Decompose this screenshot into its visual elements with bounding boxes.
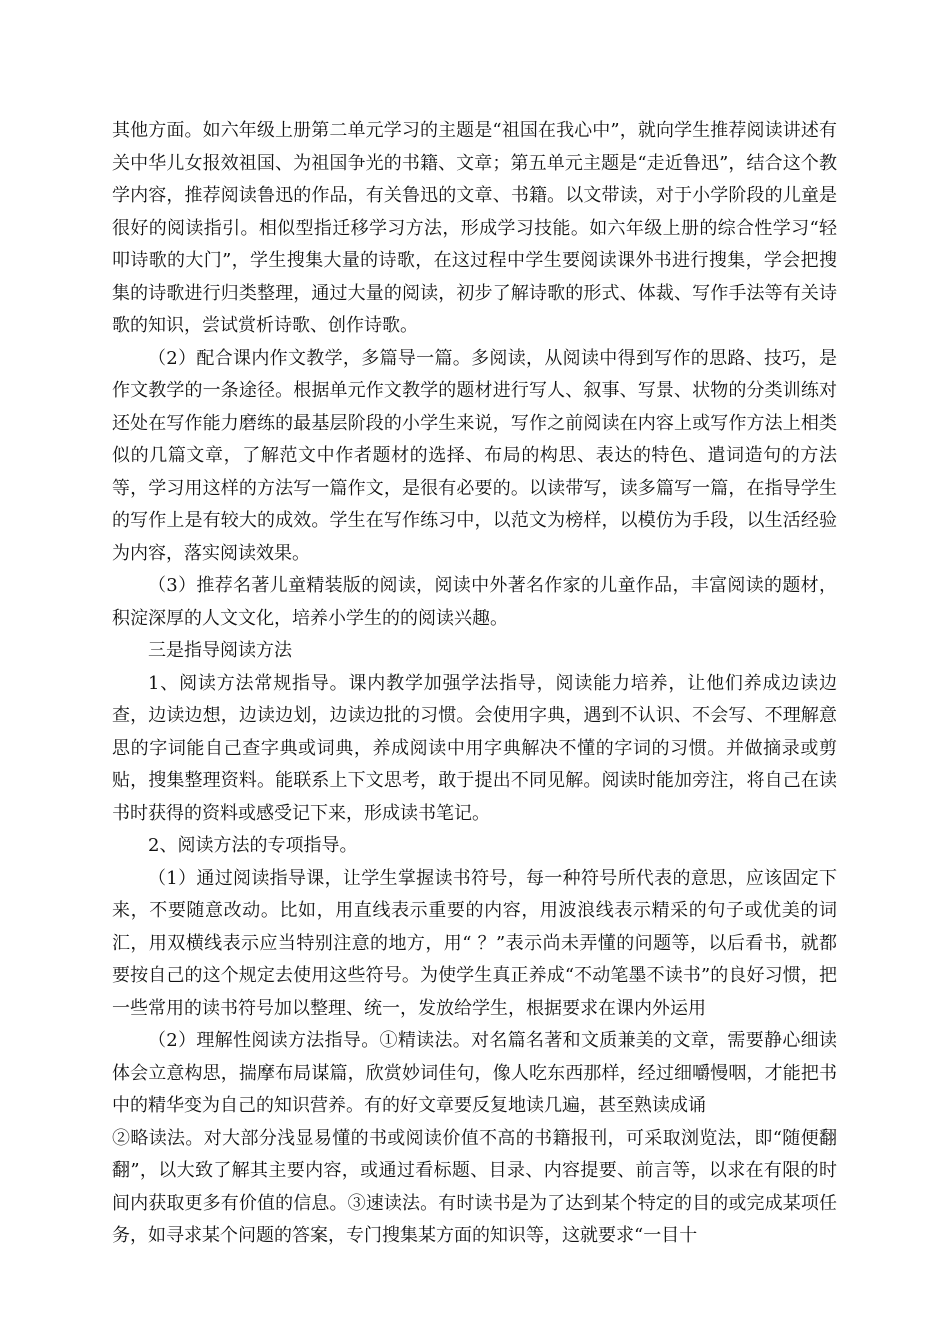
document-page — [112, 115, 837, 1253]
paragraph-skimming-speed-reading: ②略读法。对大部分浅显易懂的书或阅读价值不高的书籍报刊，可采取浏览法，即“随便翻翻”，以大致了解其主要内容，或通过看标题、目录、内容提要、前言等，以求在有限的时间内获取更多有价值的信息。③速读法。有时读书是为了达到某个特定的目的或完成某项任务，如寻求某个问题的答案，专门搜集某方面的知识等，这就要求“一目十 — [112, 1127, 837, 1246]
paragraph-composition-teaching: （2）配合课内作文教学，多篇导一篇。多阅读，从阅读中得到写作的思路、技巧，是作文教学的一条途径。根据单元作文教学的题材进行写人、叙事、写景、状物的分类训练对还处在写作能力磨练的最基层阶段的小学生来说，写作之前阅读在内容上或写作方法上相类似的几篇文章，了解范文中作者题材的选择、布局的构思、表达的特色、遣词造句的方法等，学习用这样的方法写一篇作文，是很有必要的。以读带写，读多篇写一篇，在指导学生的写作上是有较大的成效。学生在写作练习中，以范文为榜样，以模仿为手段，以生活经验为内容，落实阅读效果。 — [112, 347, 837, 564]
paragraph-intensive-reading: （2）理解性阅读方法指导。①精读法。对名篇名著和文质兼美的文章，需要静心细读体会立意构思，揣摩布局谋篇，欣赏妙词佳句，像人吃东西那样，经过细嚼慢咽，才能把书中的精华变为自己的知识营养。有的好文章要反复地读几遍，甚至熟读成诵 — [112, 1030, 837, 1116]
paragraph-reading-symbols: （1）通过阅读指导课，让学生掌握读书符号，每一种符号所代表的意思，应该固定下来，不要随意改动。比如，用直线表示重要的内容，用波浪线表示精采的句子或优美的词汇，用双横线表示应当特别注意的地方，用“ ？”表示尚未弄懂的问题等，以后看书，就都要按自己的这个规定去使用这些符号。为使学生真正养成“不动笔墨不读书”的良好习惯，把一些常用的读书符号加以整理、统一，发放给学生，根据要求在课内外运用 — [112, 867, 837, 1019]
paragraph-routine-guidance: 1、阅读方法常规指导。课内教学加强学法指导，阅读能力培养，让他们养成边读边查，边读边想，边读边划，边读边批的习惯。会使用字典，遇到不认识、不会写、不理解意思的字词能自己查字典或词典，养成阅读中用字典解决不懂的字词的习惯。并做摘录或剪贴，搜集整理资料。能联系上下文思考，敢于提出不同见解。阅读时能加旁注，将自己在读书时获得的资料或感受记下来，形成读书笔记。 — [112, 672, 837, 824]
section-heading-reading-methods: 三是指导阅读方法 — [148, 640, 292, 661]
paragraph-classic-books: （3）推荐名著儿童精装版的阅读，阅读中外著名作家的儿童作品，丰富阅读的题材，积淀深厚的人文文化，培养小学生的的阅读兴趣。 — [112, 575, 837, 629]
subheading-special-guidance: 2、阅读方法的专项指导。 — [148, 835, 358, 856]
paragraph-reading-recommendation: 其他方面。如六年级上册第二单元学习的主题是“祖国在我心中”，就向学生推荐阅读讲述有关中华儿女报效祖国、为祖国争光的书籍、文章；第五单元主题是“走近鲁迅”，结合这个教学内容，推荐阅读鲁迅的作品，有关鲁迅的文章、书籍。以文带读，对于小学阶段的儿童是很好的阅读指引。相似型指迁移学习方法，形成学习技能。如六年级上册的综合性学习“轻叩诗歌的大门”，学生搜集大量的诗歌，在这过程中学生要阅读课外书进行搜集，学会把搜集的诗歌进行归类整理，通过大量的阅读，初步了解诗歌的形式、体裁、写作手法等有关诗歌的知识，尝试赏析诗歌、创作诗歌。 — [112, 120, 837, 336]
